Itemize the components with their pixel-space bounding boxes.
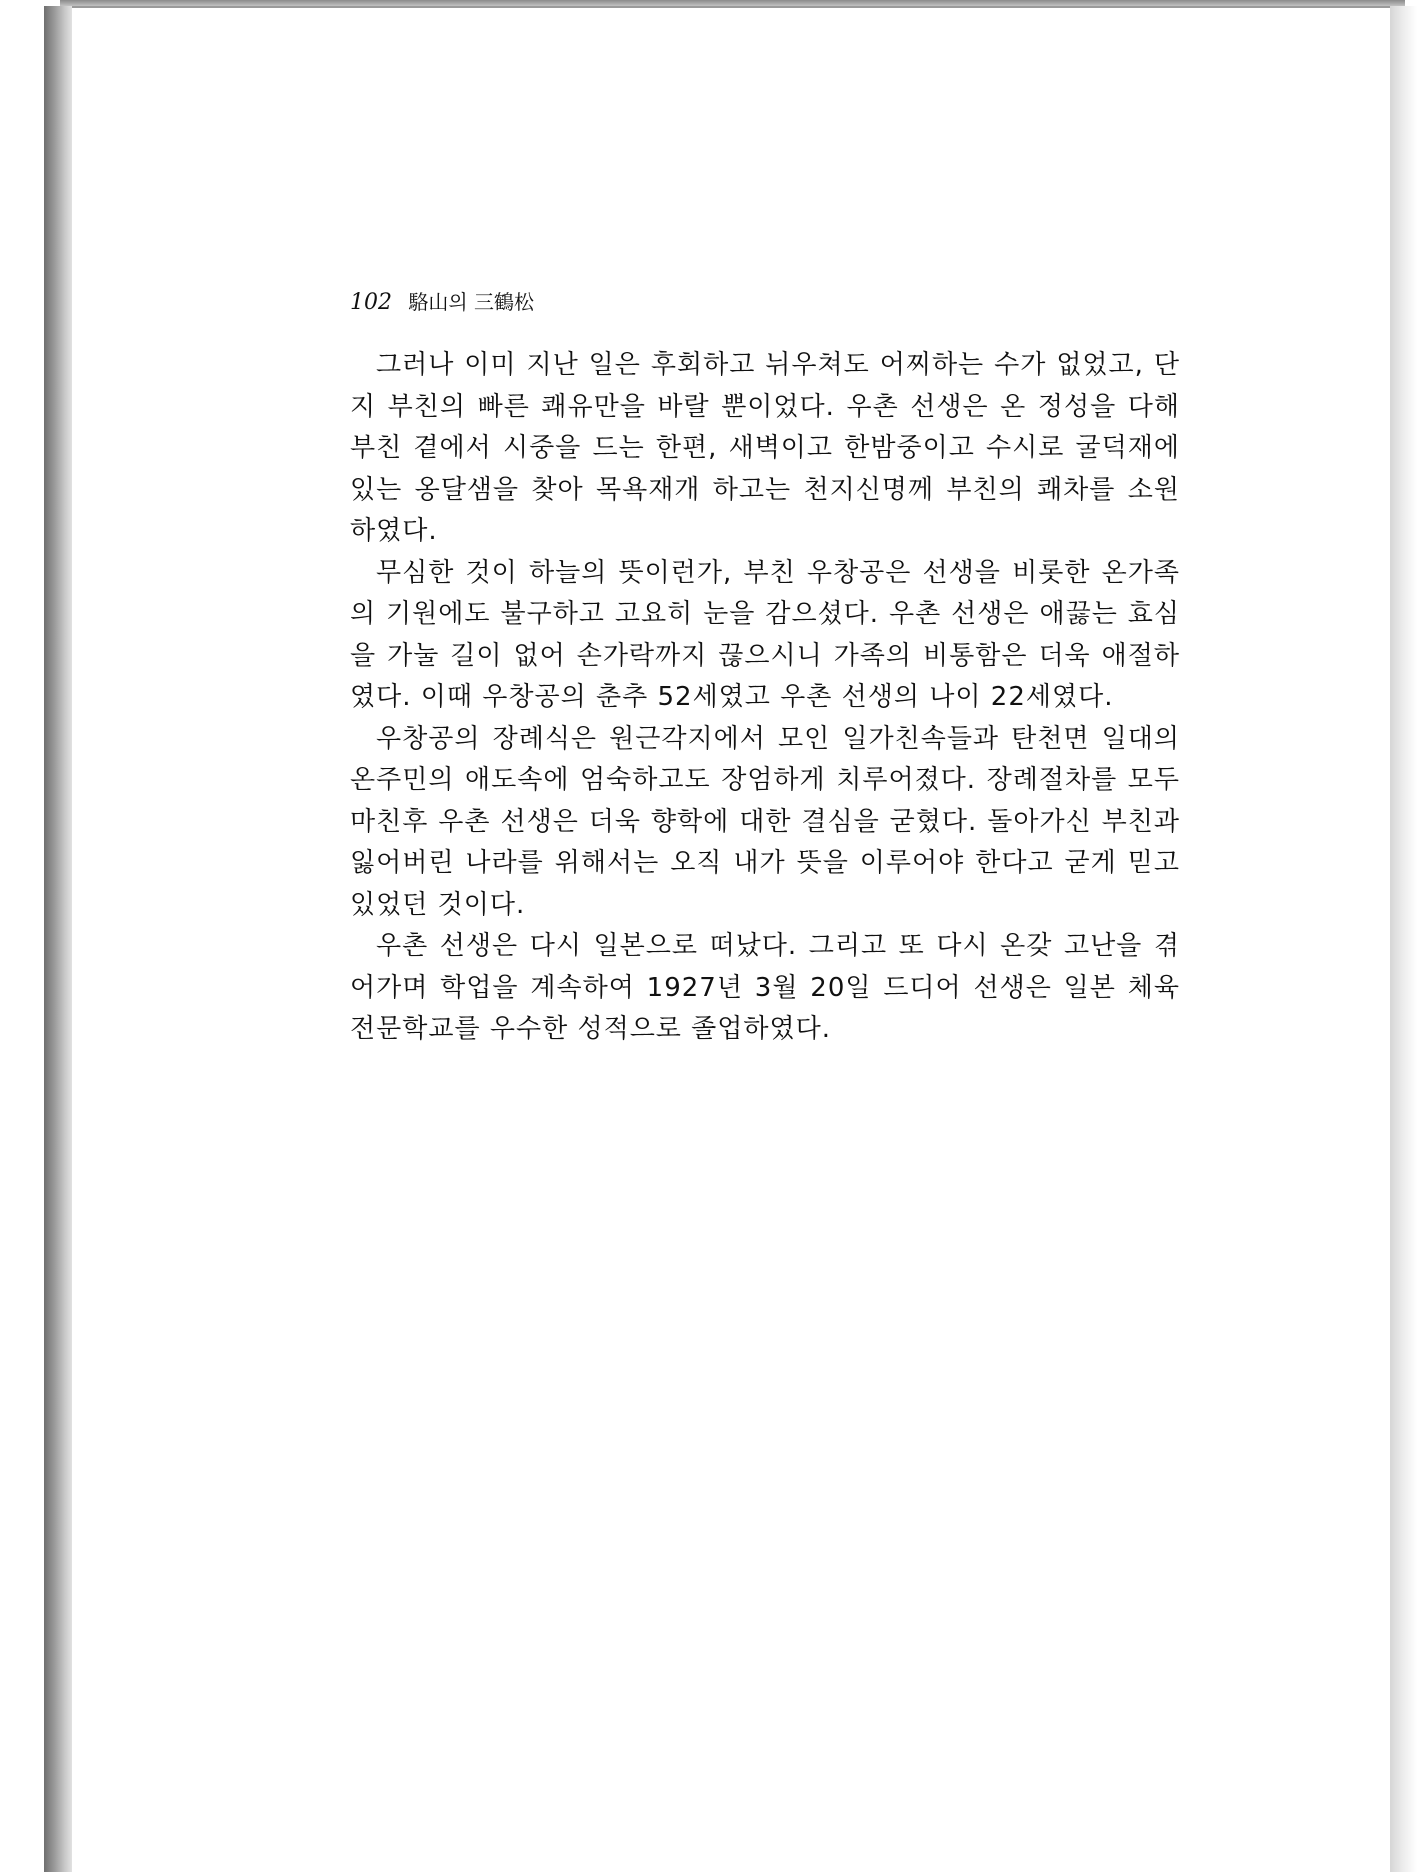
- paragraph: 우촌 선생은 다시 일본으로 떠났다. 그리고 또 다시 온갖 고난을 겪어가며 학업을 계속하여 1927년 3월 20일 드디어 선생은 일본 체육전문학교를 우수한 성적으로 졸업하였다.: [350, 931, 1180, 1044]
- paragraph: 우창공의 장례식은 원근각지에서 모인 일가친속들과 탄천면 일대의 온주민의 애도속에 엄숙하고도 장엄하게 치루어졌다. 장례절차를 모두 마친후 우촌 선생은 더욱 향학에 대한 결심을 굳혔다. 돌아가신 부친과 잃어버린 나라를 위해서는 오직 내가 뜻을 이루어야 한다고 굳게 믿고 있었던 것이다.: [350, 723, 1180, 920]
- book-title: 駱山의 三鶴松: [408, 290, 535, 314]
- book-page-stack-edge: [44, 6, 74, 1872]
- page-number: 102: [350, 290, 392, 315]
- body-text: [350, 345, 1180, 1051]
- book-right-shadow: [1390, 6, 1417, 1872]
- running-head: [350, 286, 534, 315]
- paragraph: 그러나 이미 지난 일은 후회하고 뉘우쳐도 어찌하는 수가 없었고, 단지 부친의 빠른 쾌유만을 바랄 뿐이었다. 우촌 선생은 온 정성을 다해 부친 곁에서 시중을 드는 한편, 새벽이고 한밤중이고 수시로 굴덕재에 있는 옹달샘을 찾아 목욕재개 하고는 천지신명께 부친의 쾌차를 소원하였다.: [350, 350, 1180, 546]
- paragraph: 무심한 것이 하늘의 뜻이런가, 부친 우창공은 선생을 비롯한 온가족의 기원에도 불구하고 고요히 눈을 감으셨다. 우촌 선생은 애끓는 효심을 가눌 길이 없어 손가락까지 끊으시니 가족의 비통함은 더욱 애절하였다. 이때 우창공의 춘추 52세였고 우촌 선생의 나이 22세였다.: [350, 557, 1180, 712]
